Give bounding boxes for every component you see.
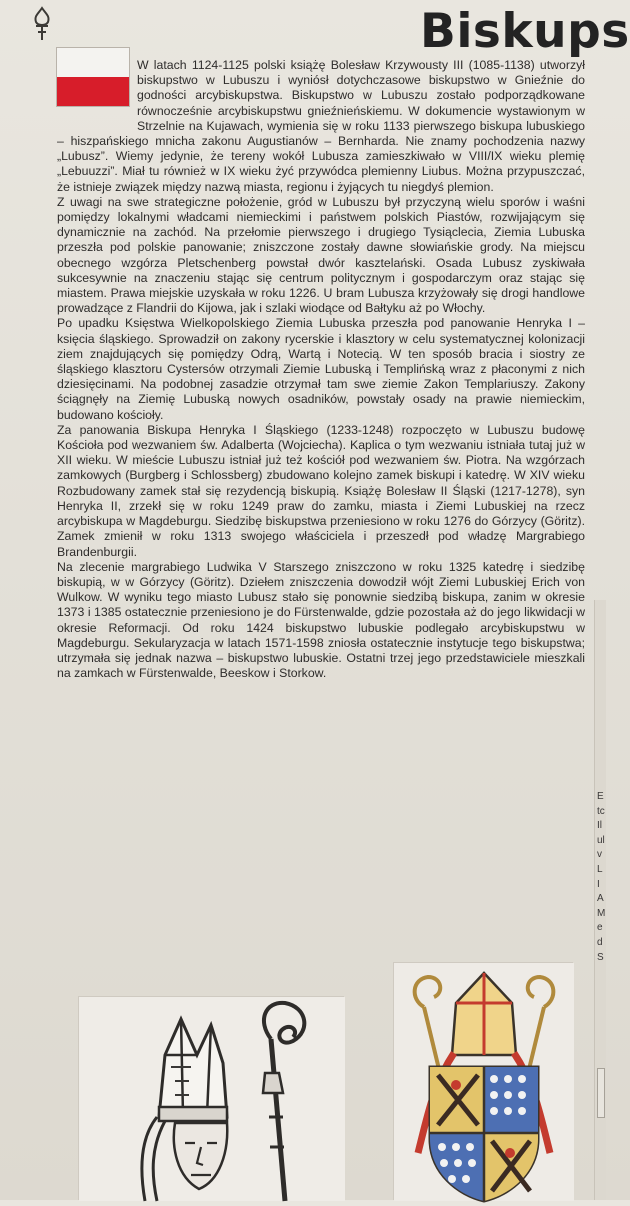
ornament-icon (30, 6, 54, 42)
flag-spacer (57, 58, 137, 132)
paragraph-4: Za panowania Biskupa Henryka I Śląskiego (1233-1248) rozpoczęto w Lubuszu budowę Kościoła pod wezwaniem św. Adalberta (Wojciecha). Kaplica o tym wezwaniu istniała tutaj już w XII wieku. W mieście Lubuszu istniał już też kościół pod wezwaniem św. Piotra. Na wzgórzach zamkowych (Burgberg i Schlossberg) zbudowano kolejno zamek biskupi i katedrę. W XIV wieku Rozbudowany zamek stał się rezydencją biskupią. Książę Bolesław II Śląski (1217-1278), syn Henryka II, zrzekł się w roku 1249 praw do zamku, miasta i Ziemi Lubuskiej na rzecz arcybiskupa w Magdeburgu. Siedzibę biskupstwa przeniesiono w roku 1276 do Górzycy (Göritz). Zamek zmienił w roku 1313 swojego właściciela i przeszedł pod władzę Margrabiego Brandenburgii. (57, 422, 585, 559)
adjacent-panel-text: EtcIlulvLIAMedS (597, 791, 606, 963)
coat-of-arms-drawing (394, 963, 574, 1201)
bishop-drawing (79, 997, 345, 1201)
coat-of-arms (393, 962, 573, 1200)
history-text (57, 58, 585, 681)
paragraph-3: Po upadku Księstwa Wielkopolskiego Ziemia Lubuska przeszła pod panowanie Henryka I – księcia śląskiego. Sprowadził on zakony rycerskie i klasztory w celu systematycznej kolonizacji ziem znajdujących się pomiędzy Odrą, Wartą i Notecią. W ten sposób bracia i siostry ze śląskiego klasztoru Cystersów otrzymali Ziemie Lubuską i Templińską wraz z płaconymi z nich dziesięcinami. Na podobnej zasadzie otrzymał tam swe ziemie Zakon Templariuszy. Zakony ściągnęły na Ziemię Lubuską nowych osadników, powstały osady na prawie niemieckim, budowano kościoły. (57, 316, 585, 422)
page-title: Biskups (420, 4, 630, 59)
adjacent-panel-box (597, 1068, 605, 1118)
paragraph-2: Z uwagi na swe strategiczne położenie, gród w Lubuszu był przyczyną wielu sporów i waśni pomiędzy lokalnymi władcami niemieckimi i państwem polskich Piastów, rozwijającym się dynamicznie na zachód. Na przełomie pierwszego i drugiego Tysiąclecia, Ziemia Lubuska przeszła pod polskie panowanie; zniszczone zostały dawne słowiańskie grody. Na miejscu obecnego wzgórza Pletschenberg powstał dwór kasztelański. Osada Lubusz zyskiwała sukcesywnie na znaczeniu stając się centrum politycznym i gospodarczym oraz stając się miastem. Prawa miejskie uzyskała w roku 1226. U bram Lubusza krzyżowały się drogi handlowe prowadzące z Flandrii do Kijowa, jak i szlaki wiodące od Bałtyku aż po Włochy. (57, 194, 585, 316)
bishop-portrait (78, 996, 344, 1200)
paragraph-1: W latach 1124-1125 polski książę Bolesław Krzywousty III (1085-1138) utworzył biskupstwo w Lubuszu i wyniósł dotychczasowe biskupstwo w Gnieźnie do godności arcybiskupstwa. Biskupstwo w Lubuszu zostało podporządkowane równocześnie arcybiskupstwu gnieźnieńskiemu. W dokumencie wystawionym w Strzelnie na Kujawach, wymienia się w roku 1133 pierwszego biskupa lubuskiego – hiszpańskiego mnicha zakonu Augustianów – Bernharda. Nie znamy pochodzenia nazwy „Lubusz”. Wiemy jedynie, że tereny wokół Lubusza zamieszkiwało w VIII/IX wieku plemię „Lebuuzzi”. Miał tu również w IX wieku żyć przywódca plemienny Liubus. Można przypuszczać, że istnieje związek między nazwą miasta, regionu i żyjących tu niegdyś plemion. (57, 58, 585, 194)
paragraph-5: Na zlecenie margrabiego Ludwika V Starszego zniszczono w roku 1325 katedrę i siedzibę biskupią, w w Górzycy (Göritz). Dziełem zniszczenia dowodził wójt Ziemi Lubuskiej Erich von Wulkow. W wyniku tego miasto Lubusz stało się ponownie siedzibą biskupa, zanim w okresie 1373 i 1385 ostatecznie przeniesiono je do Fürstenwalde, gdzie pozostała aż do jego likwidacji w okresie Reformacji. Od roku 1424 biskupstwo lubuskie podlegało arcybiskupstwu w Magdeburgu. Sekularyzacja w latach 1571-1598 zniosła ostatecznie instytucje tego biskupstwa; utrzymała się jednak nazwa – biskupstwo lubuskie. Ostatni trzej jego przedstawiciele mieszkali na zamkach w Fürstenwalde, Beeskow i Storkow. (57, 559, 585, 681)
